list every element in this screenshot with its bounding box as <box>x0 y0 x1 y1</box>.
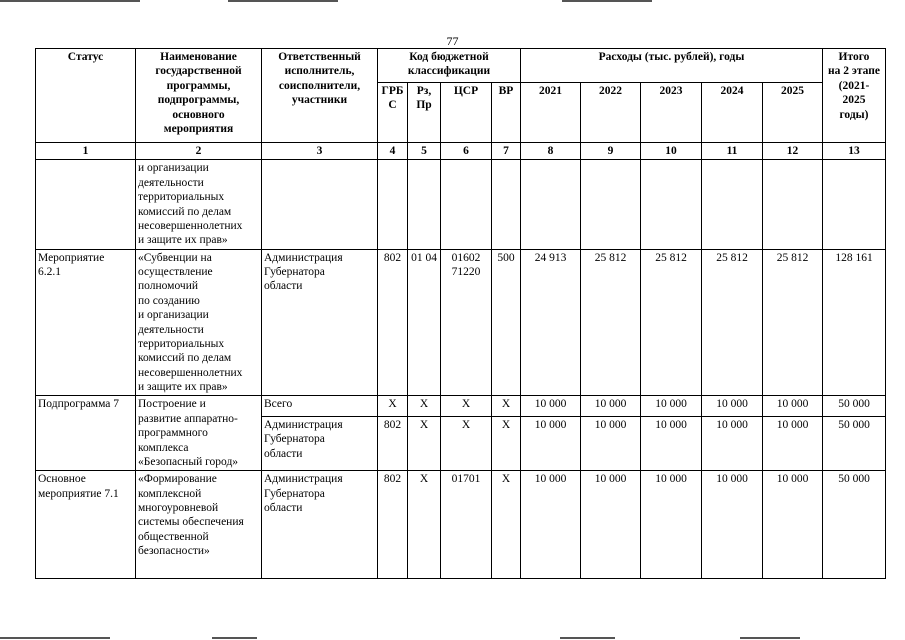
value-cell <box>641 160 702 249</box>
value-cell: 10 000 <box>641 396 702 416</box>
grbs-cell <box>378 160 408 249</box>
text-line: 01701 <box>451 473 481 486</box>
text-line: осуществление <box>138 266 213 278</box>
scan-edge-line <box>560 637 615 639</box>
text-line: области <box>264 447 303 460</box>
text-line: территориальных <box>138 337 225 350</box>
column-number: 2 <box>136 143 262 160</box>
table-row <box>36 160 886 249</box>
text-line: ГРБ <box>381 85 404 97</box>
text-line: комплексной <box>138 487 202 500</box>
vr-cell <box>492 160 521 249</box>
column-number: 8 <box>521 143 581 160</box>
header-year: 2021 <box>521 83 581 143</box>
text-line: мероприятия <box>163 122 234 135</box>
executor-cell <box>262 249 378 396</box>
text-line: и защите их прав» <box>138 381 228 393</box>
value-cell: 10 000 <box>641 416 702 470</box>
value-cell: 10 000 <box>581 416 641 470</box>
text-line: основного <box>172 108 225 121</box>
column-number: 7 <box>492 143 521 160</box>
text-line: полномочий <box>138 280 198 293</box>
value-cell <box>581 160 641 249</box>
value-cell: 10 000 <box>763 416 823 470</box>
value-cell: 25 812 <box>763 249 823 396</box>
header-year: 2024 <box>702 83 763 143</box>
scan-edge-line <box>212 637 257 639</box>
text-line: деятельности <box>138 323 204 336</box>
text-line: Администрация <box>264 251 343 264</box>
text-line: мероприятие 7.1 <box>38 487 119 500</box>
csr-cell <box>441 416 492 470</box>
text-line: программного <box>138 427 208 440</box>
value-cell: 10 000 <box>581 396 641 416</box>
value-cell: 10 000 <box>702 416 763 470</box>
text-line: Подпрограмма 7 <box>38 398 120 411</box>
text-line: X <box>461 398 471 411</box>
text-line: и защите их прав» <box>138 234 228 247</box>
text-line: X <box>461 418 471 431</box>
text-line: области <box>264 280 303 293</box>
text-line: территориальных <box>138 191 225 204</box>
column-number: 12 <box>763 143 823 160</box>
text-line: деятельности <box>138 176 204 189</box>
text-line: 6.2.1 <box>38 266 61 278</box>
rzpr-cell <box>408 160 441 249</box>
csr-cell <box>441 396 492 416</box>
value-cell: 10 000 <box>581 471 641 579</box>
text-line: многоуровневой <box>138 502 219 514</box>
text-line: (2021- <box>838 79 870 92</box>
text-line: Всего <box>264 398 293 411</box>
csr-cell <box>441 160 492 249</box>
column-number: 9 <box>581 143 641 160</box>
value-cell: 10 000 <box>702 471 763 579</box>
text-line: Построение и <box>138 398 206 411</box>
table-row <box>36 249 886 396</box>
rzpr-cell: 01 04 <box>408 249 441 396</box>
rzpr-cell: X <box>408 471 441 579</box>
text-line: государственной <box>155 65 242 78</box>
text-line: Ответственный <box>278 51 361 63</box>
text-line: программы, <box>166 79 231 92</box>
status-cell <box>36 249 136 396</box>
text-line: подпрограммы, <box>157 94 240 107</box>
name-cell <box>136 471 262 579</box>
page-number: 77 <box>446 34 459 48</box>
column-number: 3 <box>262 143 378 160</box>
text-line: Основное <box>38 473 86 486</box>
executor-cell <box>262 160 378 249</box>
text-line: С <box>388 99 397 112</box>
value-cell: 24 913 <box>521 249 581 396</box>
text-line: Рз, <box>416 85 432 97</box>
header-executor <box>262 49 378 143</box>
text-line: участники <box>291 94 348 107</box>
text-line: исполнитель, <box>284 65 355 78</box>
column-number: 10 <box>641 143 702 160</box>
text-line: на 2 этапе <box>828 65 880 78</box>
text-line: несовершеннолетних <box>138 366 243 379</box>
table-header <box>36 49 886 143</box>
column-number: 11 <box>702 143 763 160</box>
header-rzpr <box>408 83 441 143</box>
scan-edge-line <box>0 637 110 639</box>
text-line: несовершеннолетних <box>138 219 243 232</box>
vr-cell: X <box>492 416 521 470</box>
header-year: 2025 <box>763 83 823 143</box>
table-row <box>36 471 886 579</box>
text-line: Наименование <box>160 51 237 63</box>
text-line: годы) <box>839 108 869 121</box>
text-line: системы обеспечения <box>138 516 244 529</box>
text-line: «Субвенции на <box>138 251 212 264</box>
text-line: комиссий по делам <box>138 205 232 218</box>
executor-cell <box>262 416 378 470</box>
column-number: 13 <box>823 143 886 160</box>
text-line: «Безопасный город» <box>138 455 239 468</box>
value-cell: 10 000 <box>521 416 581 470</box>
text-line: области <box>264 502 303 514</box>
text-line: Губернатора <box>264 433 325 446</box>
header-name <box>136 49 262 143</box>
column-number: 6 <box>441 143 492 160</box>
value-cell <box>763 160 823 249</box>
value-cell: 10 000 <box>521 471 581 579</box>
total-cell: 128 161 <box>823 249 886 396</box>
grbs-cell: 802 <box>378 471 408 579</box>
value-cell: 25 812 <box>581 249 641 396</box>
text-line: Пр <box>416 99 432 112</box>
vr-cell: 500 <box>492 249 521 396</box>
value-cell: 10 000 <box>521 396 581 416</box>
header-expenses: Расходы (тыс. рублей), годы <box>521 49 823 83</box>
text-line: развитие аппаратно- <box>138 412 238 425</box>
text-line: и организации <box>138 162 209 175</box>
text-line: безопасности» <box>138 545 210 558</box>
header-budget-code <box>378 49 521 83</box>
text-line: 2025 <box>842 94 866 107</box>
grbs-cell: 802 <box>378 249 408 396</box>
value-cell: 25 812 <box>702 249 763 396</box>
value-cell: 10 000 <box>702 396 763 416</box>
vr-cell: X <box>492 471 521 579</box>
csr-cell <box>441 249 492 396</box>
table-row <box>36 396 886 416</box>
text-line: Итого <box>838 51 870 63</box>
header-grbs <box>378 83 408 143</box>
name-cell <box>136 160 262 249</box>
total-cell: 50 000 <box>823 396 886 416</box>
rzpr-cell: X <box>408 416 441 470</box>
total-cell: 50 000 <box>823 416 886 470</box>
total-cell: 50 000 <box>823 471 886 579</box>
status-cell <box>36 160 136 249</box>
value-cell <box>521 160 581 249</box>
grbs-cell: X <box>378 396 408 416</box>
text-line: 01602 <box>451 251 481 264</box>
text-line: комплекса <box>138 441 189 454</box>
rzpr-cell: X <box>408 396 441 416</box>
text-line: по созданию <box>138 294 200 307</box>
column-number: 5 <box>408 143 441 160</box>
text-line: общественной <box>138 530 209 543</box>
text-line: и организации <box>138 309 209 322</box>
scan-edge-line <box>228 0 338 2</box>
value-cell: 10 000 <box>763 471 823 579</box>
total-cell <box>823 160 886 249</box>
header-total <box>823 49 886 143</box>
text-line: Мероприятие <box>38 251 105 264</box>
header-csr: ЦСР <box>441 83 492 143</box>
scan-edge-line <box>0 0 140 2</box>
column-number-row <box>36 143 886 160</box>
grbs-cell: 802 <box>378 416 408 470</box>
column-number: 4 <box>378 143 408 160</box>
text-line: Администрация <box>264 418 343 431</box>
csr-cell <box>441 471 492 579</box>
text-line: Губернатора <box>264 266 325 278</box>
text-line: Код бюджетной <box>409 51 489 63</box>
scan-edge-line <box>740 637 800 639</box>
text-line: комиссий по делам <box>138 352 232 365</box>
scan-edge-line <box>562 0 652 2</box>
text-line: «Формирование <box>138 473 217 486</box>
status-cell <box>36 396 136 471</box>
text-line: классификации <box>407 65 491 78</box>
budget-table <box>35 48 886 579</box>
value-cell <box>702 160 763 249</box>
column-number: 1 <box>36 143 136 160</box>
executor-cell <box>262 471 378 579</box>
value-cell: 10 000 <box>641 471 702 579</box>
value-cell: 10 000 <box>763 396 823 416</box>
text-line: Администрация <box>264 473 343 486</box>
header-year: 2023 <box>641 83 702 143</box>
header-status: Статус <box>36 49 136 143</box>
header-year: 2022 <box>581 83 641 143</box>
name-cell <box>136 396 262 471</box>
name-cell <box>136 249 262 396</box>
text-line: соисполнители, <box>278 79 361 92</box>
executor-cell <box>262 396 378 416</box>
value-cell: 25 812 <box>641 249 702 396</box>
header-vr: ВР <box>492 83 521 143</box>
text-line: 71220 <box>451 266 481 278</box>
status-cell <box>36 471 136 579</box>
vr-cell: X <box>492 396 521 416</box>
text-line: Губернатора <box>264 487 325 500</box>
